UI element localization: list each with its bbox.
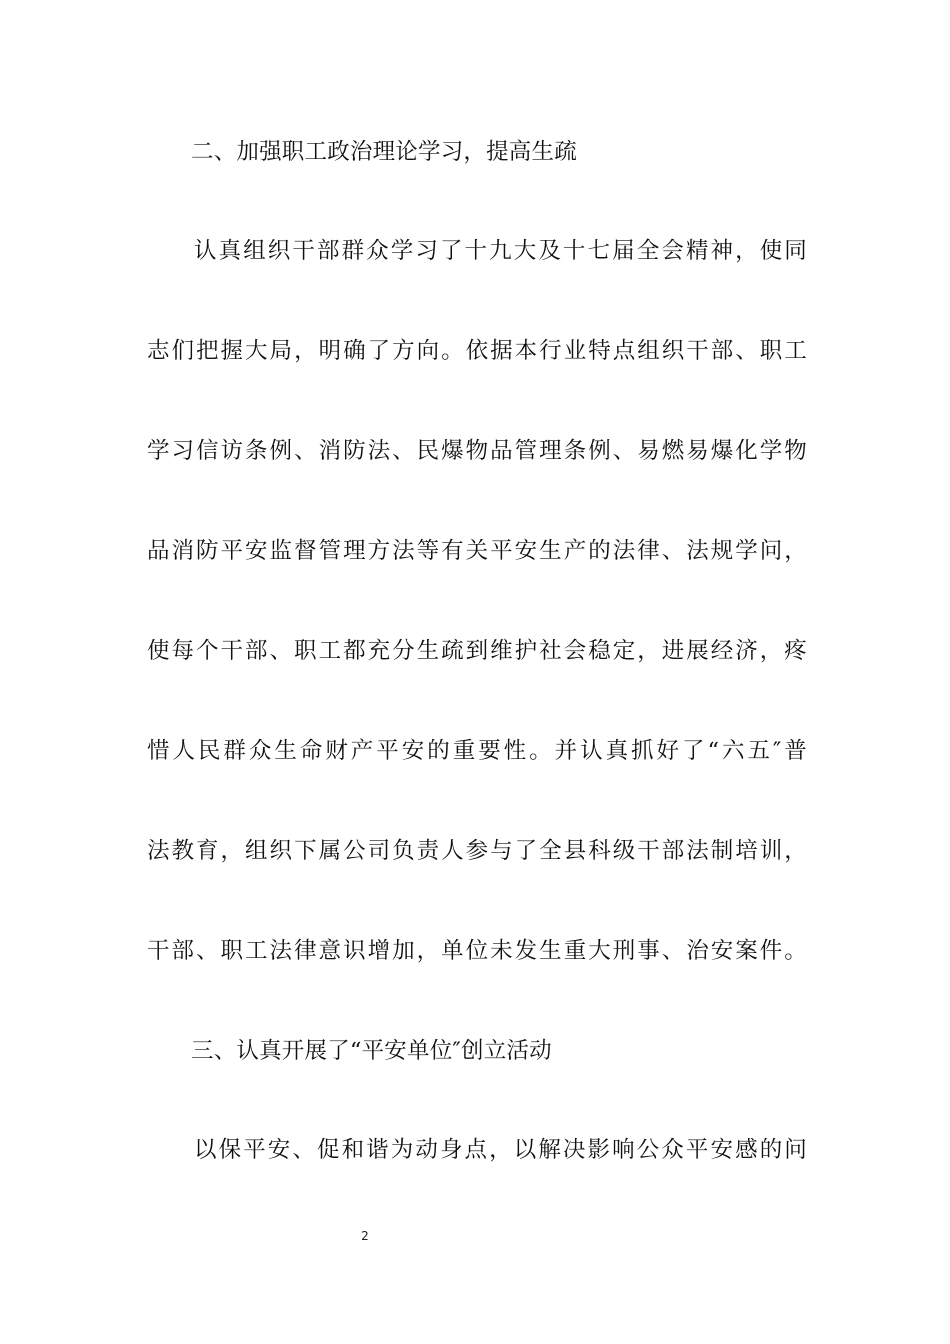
paragraph-line: 干部、职工法律意识增加，单位未发生重大刑事、治安案件。 xyxy=(147,938,807,964)
section-heading-3: 三、认真开展了“平安单位″创立活动 xyxy=(191,1038,552,1064)
paragraph-line: 以保平安、促和谐为动身点，以解决影响公众平安感的问 xyxy=(194,1137,807,1163)
paragraph-line: 学习信访条例、消防法、民爆物品管理条例、易燃易爆化学物 xyxy=(147,438,807,464)
paragraph-line: 法教育，组织下属公司负责人参与了全县科级干部法制培训， xyxy=(147,838,807,864)
paragraph-line: 志们把握大局，明确了方向。依据本行业特点组织干部、职工 xyxy=(147,338,807,364)
paragraph-line: 惜人民群众生命财产平安的重要性。并认真抓好了“六五″普 xyxy=(147,738,807,764)
paragraph-line: 品消防平安监督管理方法等有关平安生产的法律、法规学问， xyxy=(147,538,807,564)
paragraph-line: 认真组织干部群众学习了十九大及十七届全会精神，使同 xyxy=(194,238,807,264)
section-heading-2: 二、加强职工政治理论学习，提高生疏 xyxy=(191,139,577,165)
paragraph-line: 使每个干部、职工都充分生疏到维护社会稳定，进展经济，疼 xyxy=(147,638,807,664)
page-number: 2 xyxy=(361,1229,369,1243)
